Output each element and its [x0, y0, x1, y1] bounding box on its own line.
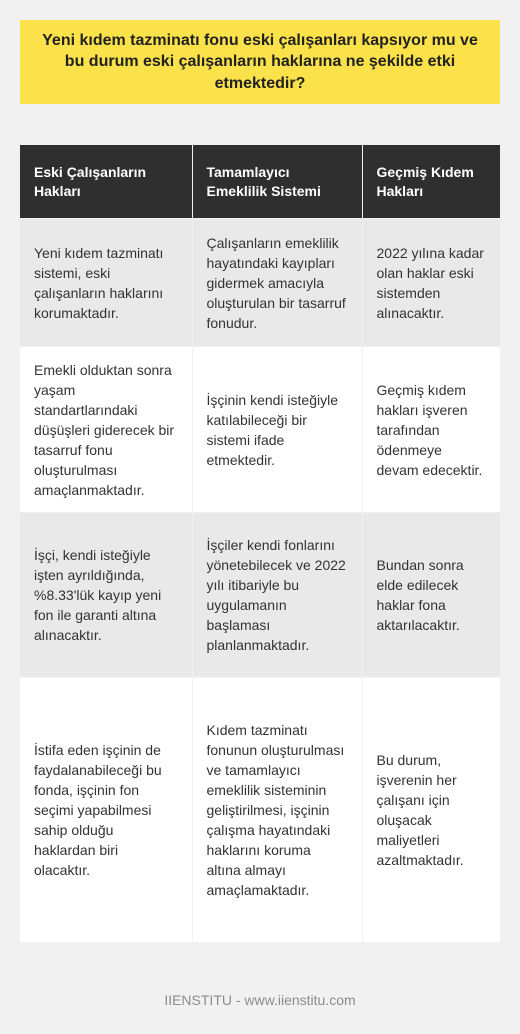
table-row	[20, 513, 500, 678]
table-cell: Çalışanların emeklilik hayatındaki kayıpları gidermek amacıyla oluşturulan bir tasarruf fonudur.	[192, 219, 362, 347]
footer-credit: IIENSTITU - www.iienstitu.com	[164, 992, 356, 1008]
table-row	[20, 219, 500, 347]
table-cell: İşçiler kendi fonlarını yönetebilecek ve 2022 yılı itibariyle bu uygulamanın başlaması planlanmaktadır.	[192, 513, 362, 678]
column-header: Geçmiş Kıdem Hakları	[362, 145, 500, 219]
comparison-table	[20, 145, 500, 942]
table-cell: Bundan sonra elde edilecek haklar fona aktarılacaktır.	[362, 513, 500, 678]
table-cell: Kıdem tazminatı fonunun oluşturulması ve tamamlayıcı emeklilik sisteminin geliştirilmesi, işçinin çalışma hayatındaki haklarını koruma altına almayı amaçlamaktadır.	[192, 678, 362, 942]
page-title: Yeni kıdem tazminatı fonu eski çalışanları kapsıyor mu ve bu durum eski çalışanların haklarına ne şekilde etki etmektedir?	[42, 31, 478, 92]
table-cell: Bu durum, işverenin her çalışanı için oluşacak maliyetleri azaltmaktadır.	[362, 678, 500, 942]
column-header: Eski Çalışanların Hakları	[20, 145, 192, 219]
table-cell: İşçinin kendi isteğiyle katılabileceği bir sistemi ifade etmektedir.	[192, 347, 362, 513]
table-row	[20, 678, 500, 942]
table-header-row	[20, 145, 500, 219]
column-header: Tamamlayıcı Emeklilik Sistemi	[192, 145, 362, 219]
table-cell: 2022 yılına kadar olan haklar eski sistemden alınacaktır.	[362, 219, 500, 347]
title-banner	[20, 20, 500, 104]
table-cell: Yeni kıdem tazminatı sistemi, eski çalışanların haklarını korumaktadır.	[20, 219, 192, 347]
table-cell: Emekli olduktan sonra yaşam standartlarındaki düşüşleri giderecek bir tasarruf fonu oluşturulması amaçlanmaktadır.	[20, 347, 192, 513]
table-cell: Geçmiş kıdem hakları işveren tarafından ödenmeye devam edecektir.	[362, 347, 500, 513]
table-row	[20, 347, 500, 513]
table-cell: İşçi, kendi isteğiyle işten ayrıldığında, %8.33'lük kayıp yeni fon ile garanti altına alınacaktır.	[20, 513, 192, 678]
table-cell: İstifa eden işçinin de faydalanabileceği bu fonda, işçinin fon seçimi yapabilmesi sahip olduğu haklardan biri olacaktır.	[20, 678, 192, 942]
